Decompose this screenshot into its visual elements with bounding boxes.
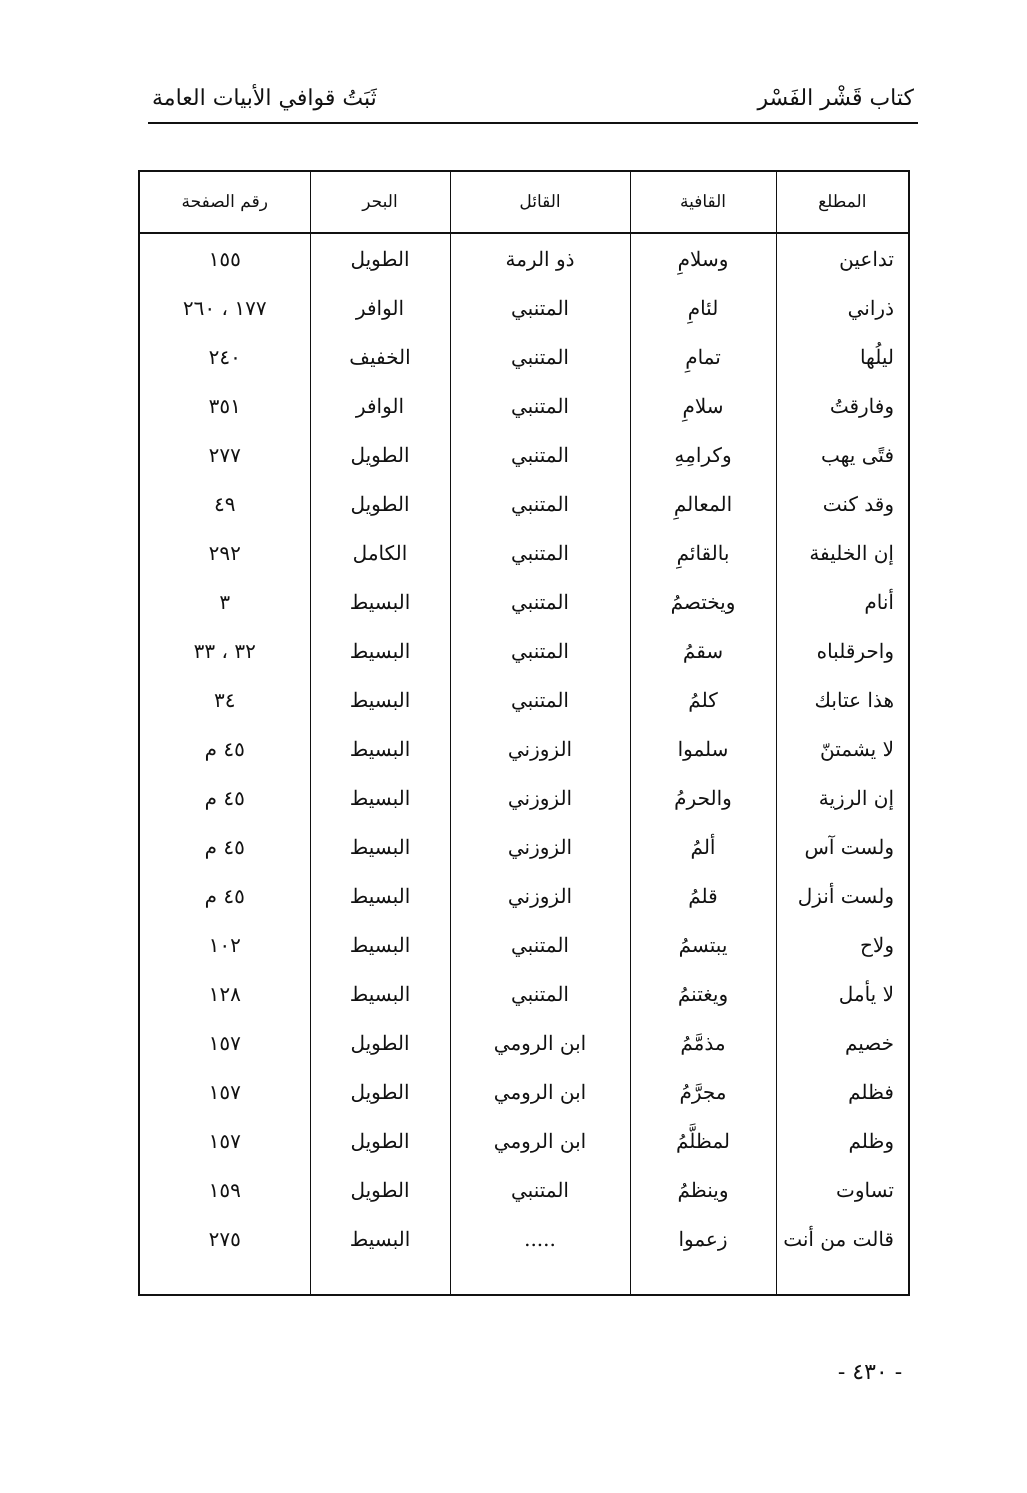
cell-qail: المتنبي bbox=[450, 920, 630, 969]
table-row bbox=[140, 920, 908, 969]
cell-qafiya: يبتسمُ bbox=[630, 920, 776, 969]
cell-qail: المتنبي bbox=[450, 283, 630, 332]
cell-qafiya: لئامِ bbox=[630, 283, 776, 332]
cell-bahr: البسيط bbox=[310, 577, 450, 626]
cell-matla: وفارقتُ bbox=[776, 381, 908, 430]
cell-bahr: البسيط bbox=[310, 920, 450, 969]
cell-qafiya: المعالمِ bbox=[630, 479, 776, 528]
table-row bbox=[140, 283, 908, 332]
index-table-frame bbox=[138, 170, 910, 1296]
cell-matla: وقد كنت bbox=[776, 479, 908, 528]
table-row bbox=[140, 1067, 908, 1116]
cell-matla: ولاح bbox=[776, 920, 908, 969]
cell-bahr: البسيط bbox=[310, 1214, 450, 1263]
cell-page: ١٧٧ ، ٢٦٠ bbox=[182, 295, 267, 320]
cell-matla: تداعين bbox=[776, 233, 908, 283]
cell-qail: الزوزني bbox=[450, 871, 630, 920]
cell-matla: ذراني bbox=[776, 283, 908, 332]
cell-matla: قالت من أنت bbox=[776, 1214, 908, 1263]
cell-matla: ولست آس bbox=[776, 822, 908, 871]
cell-qafiya: تمامِ bbox=[630, 332, 776, 381]
cell-page: ٤٥ م bbox=[204, 736, 245, 761]
cell-matla: هذا عتابك bbox=[776, 675, 908, 724]
cell-qail: ابن الرومي bbox=[450, 1116, 630, 1165]
empty-cell bbox=[630, 1263, 776, 1294]
section-title: ثَبَتُ قوافي الأبيات العامة bbox=[152, 86, 377, 111]
cell-qail: المتنبي bbox=[450, 528, 630, 577]
cell-matla: واحرقلباه bbox=[776, 626, 908, 675]
cell-qail: الزوزني bbox=[450, 822, 630, 871]
table-row bbox=[140, 969, 908, 1018]
cell-bahr: الطويل bbox=[310, 1165, 450, 1214]
table-row bbox=[140, 233, 908, 283]
book-title: كتاب قَشْر الفَسْر bbox=[757, 86, 914, 111]
cell-page: ٢٧٧ bbox=[208, 442, 241, 467]
table-row bbox=[140, 577, 908, 626]
cell-page: ٢٤٠ bbox=[208, 344, 241, 369]
cell-matla: فتًى يهب bbox=[776, 430, 908, 479]
cell-bahr: الوافر bbox=[310, 283, 450, 332]
column-header-qafiya: القافية bbox=[630, 172, 776, 233]
cell-qail: الزوزني bbox=[450, 773, 630, 822]
cell-matla: إن الخليفة bbox=[776, 528, 908, 577]
cell-bahr: البسيط bbox=[310, 724, 450, 773]
table-row bbox=[140, 1165, 908, 1214]
cell-page: ٢٧٥ bbox=[208, 1226, 241, 1251]
table-spacer-row bbox=[140, 1263, 908, 1294]
cell-qafiya: وينظمُ bbox=[630, 1165, 776, 1214]
cell-matla: ولست أنزل bbox=[776, 871, 908, 920]
cell-page: ٤٥ م bbox=[204, 785, 245, 810]
cell-page: ٣٤ bbox=[214, 687, 236, 712]
cell-bahr: البسيط bbox=[310, 969, 450, 1018]
cell-qail: المتنبي bbox=[450, 381, 630, 430]
cell-qafiya: كلمُ bbox=[630, 675, 776, 724]
cell-qail: الزوزني bbox=[450, 724, 630, 773]
cell-bahr: البسيط bbox=[310, 626, 450, 675]
cell-qafiya: مجرَّمُ bbox=[630, 1067, 776, 1116]
cell-page: ١٥٧ bbox=[208, 1079, 241, 1104]
cell-matla: ليلُها bbox=[776, 332, 908, 381]
column-header-matla: المطلع bbox=[776, 172, 908, 233]
cell-qail: المتنبي bbox=[450, 577, 630, 626]
cell-qafiya: ويختصمُ bbox=[630, 577, 776, 626]
cell-bahr: الكامل bbox=[310, 528, 450, 577]
cell-page: ٣ bbox=[219, 589, 231, 614]
cell-qafiya: زعموا bbox=[630, 1214, 776, 1263]
table-row bbox=[140, 479, 908, 528]
cell-matla: أنام bbox=[776, 577, 908, 626]
cell-page: ٣٥١ bbox=[208, 393, 241, 418]
cell-page: ٢٩٢ bbox=[208, 540, 241, 565]
cell-qafiya: مذمَّمُ bbox=[630, 1018, 776, 1067]
cell-qail: ابن الرومي bbox=[450, 1067, 630, 1116]
page-number: - ٤٣٠ - bbox=[837, 1360, 903, 1385]
cell-qafiya: قلمُ bbox=[630, 871, 776, 920]
empty-cell bbox=[310, 1263, 450, 1294]
cell-qail: المتنبي bbox=[450, 430, 630, 479]
empty-cell bbox=[776, 1263, 908, 1294]
cell-matla: وظلم bbox=[776, 1116, 908, 1165]
cell-bahr: البسيط bbox=[310, 675, 450, 724]
cell-bahr: الوافر bbox=[310, 381, 450, 430]
cell-bahr: الخفيف bbox=[310, 332, 450, 381]
empty-cell bbox=[140, 1263, 310, 1294]
cell-qail: المتنبي bbox=[450, 626, 630, 675]
table-row bbox=[140, 822, 908, 871]
cell-qafiya: ويغتنمُ bbox=[630, 969, 776, 1018]
cell-qail: ذو الرمة bbox=[450, 233, 630, 283]
cell-page: ١٢٨ bbox=[208, 981, 241, 1006]
cell-page: ١٠٢ bbox=[208, 932, 241, 957]
table-row bbox=[140, 675, 908, 724]
cell-qafiya: وسلامِ bbox=[630, 233, 776, 283]
cell-matla: لا يأمل bbox=[776, 969, 908, 1018]
cell-qafiya: سلامِ bbox=[630, 381, 776, 430]
cell-qail: ابن الرومي bbox=[450, 1018, 630, 1067]
cell-page: ٤٥ م bbox=[204, 834, 245, 859]
table-row bbox=[140, 724, 908, 773]
column-header-bahr: البحر bbox=[310, 172, 450, 233]
cell-bahr: الطويل bbox=[310, 233, 450, 283]
cell-qafiya: ألمُ bbox=[630, 822, 776, 871]
empty-cell bbox=[450, 1263, 630, 1294]
cell-qail: ..... bbox=[450, 1214, 630, 1263]
cell-page: ١٥٧ bbox=[208, 1128, 241, 1153]
cell-page: ١٥٧ bbox=[208, 1030, 241, 1055]
table-row bbox=[140, 871, 908, 920]
column-header-qail: القائل bbox=[450, 172, 630, 233]
table-row bbox=[140, 381, 908, 430]
cell-matla: فظلم bbox=[776, 1067, 908, 1116]
table-row bbox=[140, 1214, 908, 1263]
cell-matla: إن الرزية bbox=[776, 773, 908, 822]
cell-page: ١٥٥ bbox=[208, 246, 241, 271]
table-row bbox=[140, 773, 908, 822]
table-row bbox=[140, 1018, 908, 1067]
cell-bahr: الطويل bbox=[310, 1116, 450, 1165]
cell-bahr: البسيط bbox=[310, 773, 450, 822]
cell-qail: المتنبي bbox=[450, 1165, 630, 1214]
cell-qail: المتنبي bbox=[450, 479, 630, 528]
cell-page: ٤٥ م bbox=[204, 883, 245, 908]
cell-page: ١٥٩ bbox=[208, 1177, 241, 1202]
cell-page: ٣٢ ، ٣٣ bbox=[193, 638, 256, 663]
running-header bbox=[148, 82, 918, 124]
cell-bahr: البسيط bbox=[310, 871, 450, 920]
cell-bahr: الطويل bbox=[310, 479, 450, 528]
cell-qail: المتنبي bbox=[450, 675, 630, 724]
cell-qafiya: وكرامِهِ bbox=[630, 430, 776, 479]
cell-qafiya: والحرمُ bbox=[630, 773, 776, 822]
cell-matla: خصيم bbox=[776, 1018, 908, 1067]
table-row bbox=[140, 332, 908, 381]
table-row bbox=[140, 528, 908, 577]
cell-matla: تساوت bbox=[776, 1165, 908, 1214]
cell-bahr: الطويل bbox=[310, 1067, 450, 1116]
rhyme-index-table bbox=[140, 172, 908, 1294]
cell-page: ٤٩ bbox=[214, 491, 236, 516]
table-header-row bbox=[140, 172, 908, 233]
cell-qail: المتنبي bbox=[450, 332, 630, 381]
table-row bbox=[140, 1116, 908, 1165]
cell-qafiya: سلموا bbox=[630, 724, 776, 773]
cell-bahr: الطويل bbox=[310, 1018, 450, 1067]
cell-qafiya: بالقائمِ bbox=[630, 528, 776, 577]
cell-qafiya: سقمُ bbox=[630, 626, 776, 675]
cell-qafiya: لمظلَّمُ bbox=[630, 1116, 776, 1165]
cell-matla: لا يشمتنّ bbox=[776, 724, 908, 773]
cell-bahr: البسيط bbox=[310, 822, 450, 871]
cell-qail: المتنبي bbox=[450, 969, 630, 1018]
table-row bbox=[140, 626, 908, 675]
column-header-page: رقم الصفحة bbox=[140, 172, 310, 233]
cell-bahr: الطويل bbox=[310, 430, 450, 479]
table-row bbox=[140, 430, 908, 479]
